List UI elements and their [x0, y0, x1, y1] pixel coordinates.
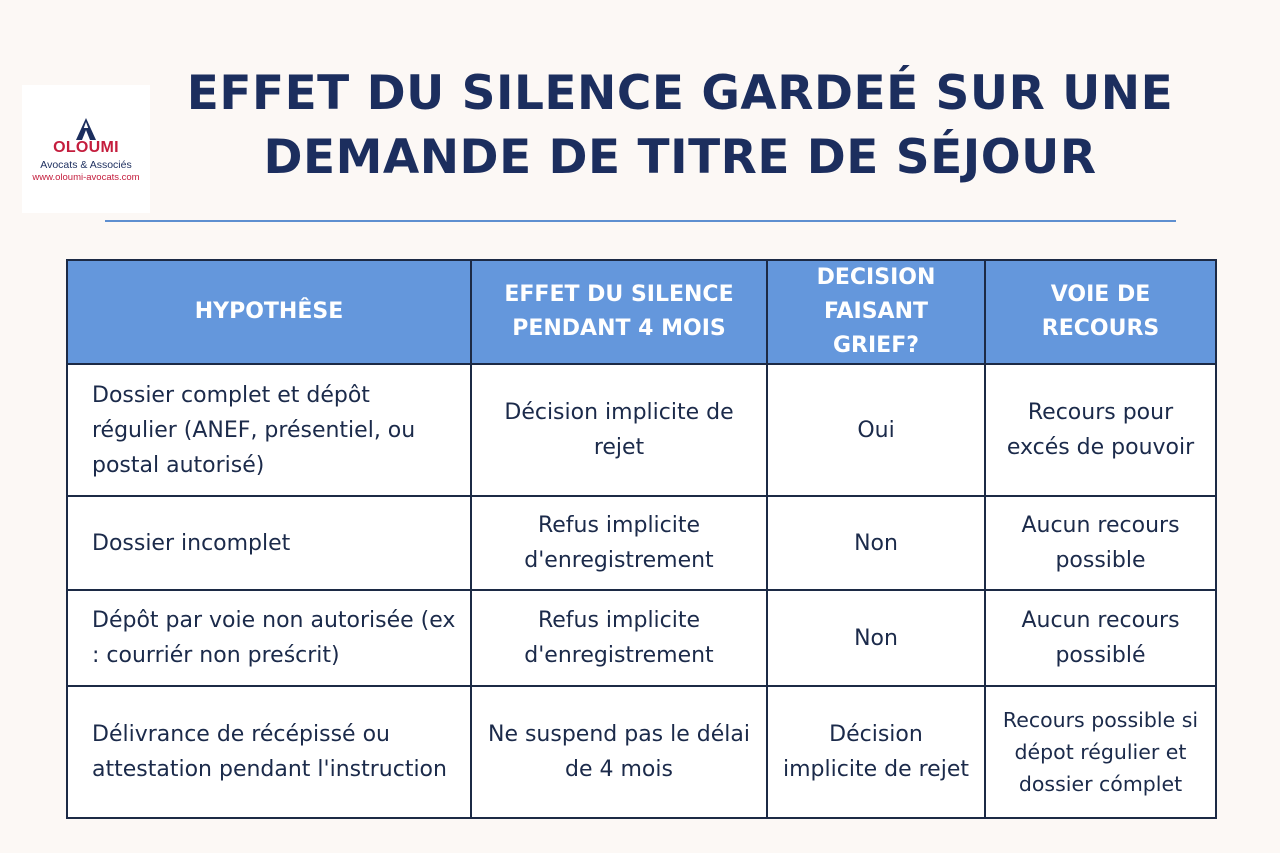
logo-firm-url: www.oloumi-avocats.com	[32, 172, 140, 183]
cell-recours: Recours pour excés de pouvoir	[985, 364, 1216, 496]
logo-firm-name: OLOUMI	[53, 139, 119, 156]
table-row	[67, 590, 1216, 686]
cell-recours: Aucun recours possiblé	[985, 590, 1216, 686]
table-header-row	[67, 260, 1216, 364]
logo-a-mark-icon	[74, 117, 98, 141]
table-row	[67, 496, 1216, 590]
table-row	[67, 686, 1216, 818]
page-title-line-1: EFFET DU SILENCE GARDEÉ SUR UNE	[186, 66, 1174, 121]
table-row	[67, 364, 1216, 496]
cell-effet: Refus implicite d'enregistrement	[471, 496, 767, 590]
cell-grief: Non	[767, 496, 985, 590]
title-divider	[105, 220, 1176, 222]
cell-effet: Ne suspend pas le délai de 4 mois	[471, 686, 767, 818]
cell-recours: Aucun recours possible	[985, 496, 1216, 590]
header-hypothese: HYPOTHÊSE	[67, 260, 471, 364]
cell-hypothese: Dossier complet et dépôt régulier (ANEF, présentiel, ou postal autorisé)	[67, 364, 471, 496]
cell-hypothese: Dossier incomplet	[67, 496, 471, 590]
cell-grief: Oui	[767, 364, 985, 496]
cell-hypothese: Dépôt par voie non autorisée (ex : courriér non preścrit)	[67, 590, 471, 686]
comparison-table	[66, 259, 1217, 819]
header-effet-silence: EFFET DU SILENCE PENDANT 4 MOIS	[471, 260, 767, 364]
cell-hypothese: Délivrance de récépissé ou attestation pendant l'instruction	[67, 686, 471, 818]
firm-logo	[22, 85, 150, 213]
cell-grief: Décision implicite de rejet	[767, 686, 985, 818]
page-title	[150, 62, 1210, 190]
cell-grief: Non	[767, 590, 985, 686]
logo-firm-subtitle: Avocats & Associés	[40, 159, 132, 171]
cell-recours: Recours possible si dépot régulier et dossier cómplet	[985, 686, 1216, 818]
header-decision-grief: DECISION FAISANT GRIEF?	[767, 260, 985, 364]
cell-effet: Décision implicite de rejet	[471, 364, 767, 496]
cell-effet: Refus implicite d'enregistrement	[471, 590, 767, 686]
header-voie-recours: VOIE DE RECOURS	[985, 260, 1216, 364]
page-title-line-2: DEMANDE DE TITRE DE SÉJOUR	[263, 130, 1097, 185]
